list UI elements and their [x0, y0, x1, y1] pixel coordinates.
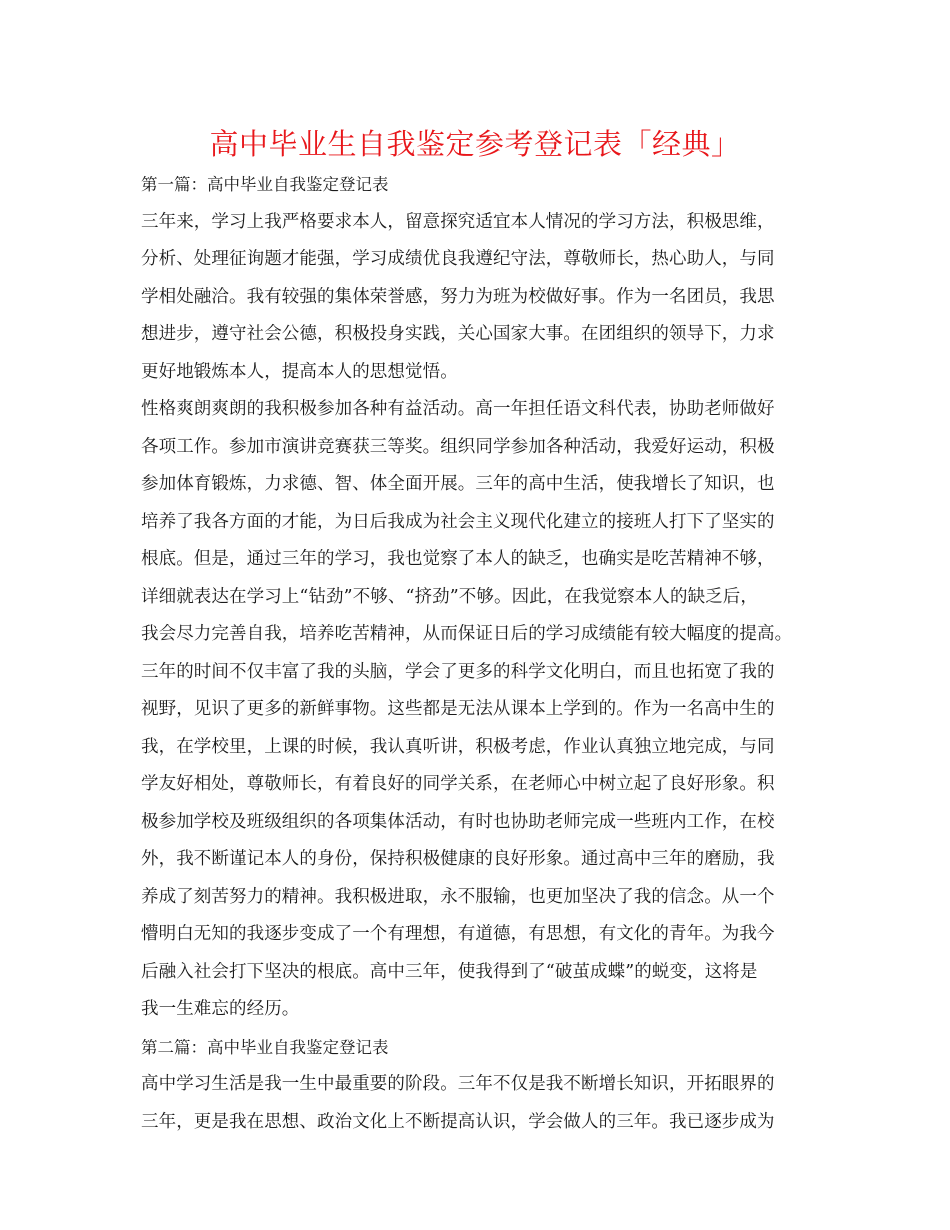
text-line: 视野，见识了更多的新鲜事物。这些都是无法从课本上学到的。作为一名高中生的 [141, 699, 775, 719]
text-line: 三年来，学习上我严格要求本人，留意探究适宜本人情况的学习方法，积极思维， [141, 211, 775, 232]
text-line: 学友好相处，尊敬师长，有着良好的同学关系，在老师心中树立起了良好形象。积 [141, 774, 775, 794]
text-line: 外，我不断谨记本人的身份，保持积极健康的良好形象。通过高中三年的磨励，我 [141, 849, 775, 869]
section-heading-1: 第一篇：高中毕业自我鉴定登记表 [141, 175, 389, 194]
text-line: 分析、处理征询题才能强，学习成绩优良我遵纪守法，尊敬师长，热心助人，与同 [141, 249, 775, 269]
document-title: 高中毕业生自我鉴定参考登记表「经典」 [209, 127, 741, 161]
text-line: 极参加学校及班级组织的各项集体活动，有时也协助老师完成一些班内工作，在校 [141, 811, 775, 832]
text-line: 各项工作。参加市演讲竞赛获三等奖。组织同学参加各种活动，我爱好运动，积极 [141, 436, 775, 457]
section-heading-2: 第二篇：高中毕业自我鉴定登记表 [141, 1037, 389, 1057]
text-line: 根底。但是，通过三年的学习，我也觉察了本人的缺乏，也确实是吃苦精神不够， [141, 549, 775, 569]
text-line: 我，在学校里，上课的时候，我认真听讲，积极考虑，作业认真独立地完成，与同 [141, 736, 775, 757]
text-line: 参加体育锻炼，力求德、智、体全面开展。三年的高中生活，使我增长了知识，也 [141, 474, 775, 494]
text-line: 想进步，遵守社会公德，积极投身实践，关心国家大事。在团组织的领导下，力求 [141, 324, 775, 344]
text-line: 高中学习生活是我一生中最重要的阶段。三年不仅是我不断增长知识，开拓眼界的 [141, 1074, 775, 1094]
text-line: 详细就表达在学习上“钻劲”不够、“挤劲”不够。因此，在我觉察本人的缺乏后， [141, 586, 758, 607]
text-line: 三年的时间不仅丰富了我的头脑，学会了更多的科学文化明白，而且也拓宽了我的 [141, 661, 775, 682]
text-line: 我会尽力完善自我，培养吃苦精神，从而保证日后的学习成绩能有较大幅度的提高。 [141, 624, 793, 644]
text-line: 三年，更是我在思想、政治文化上不断提高认识，学会做人的三年。我已逐步成为 [141, 1111, 775, 1132]
text-line: 更好地锻炼本人，提高本人的思想觉悟。 [141, 361, 458, 382]
text-line: 学相处融洽。我有较强的集体荣誉感，努力为班为校做好事。作为一名团员，我思 [141, 286, 775, 307]
text-line: 后融入社会打下坚决的根底。高中三年，使我得到了“破茧成蝶”的蜕变，这将是 [141, 961, 758, 982]
text-line: 培养了我各方面的才能，为日后我成为社会主义现代化建立的接班人打下了坚实的 [141, 511, 775, 532]
document-body [141, 166, 813, 1141]
text-line: 养成了刻苦努力的精神。我积极进取，永不服输，也更加坚决了我的信念。从一个 [141, 886, 775, 907]
text-line: 懵明白无知的我逐步变成了一个有理想，有道德，有思想，有文化的青年。为我今 [141, 924, 775, 944]
text-line: 性格爽朗爽朗的我积极参加各种有益活动。高一年担任语文科代表，协助老师做好 [141, 399, 775, 419]
text-line: 我一生难忘的经历。 [141, 999, 300, 1019]
